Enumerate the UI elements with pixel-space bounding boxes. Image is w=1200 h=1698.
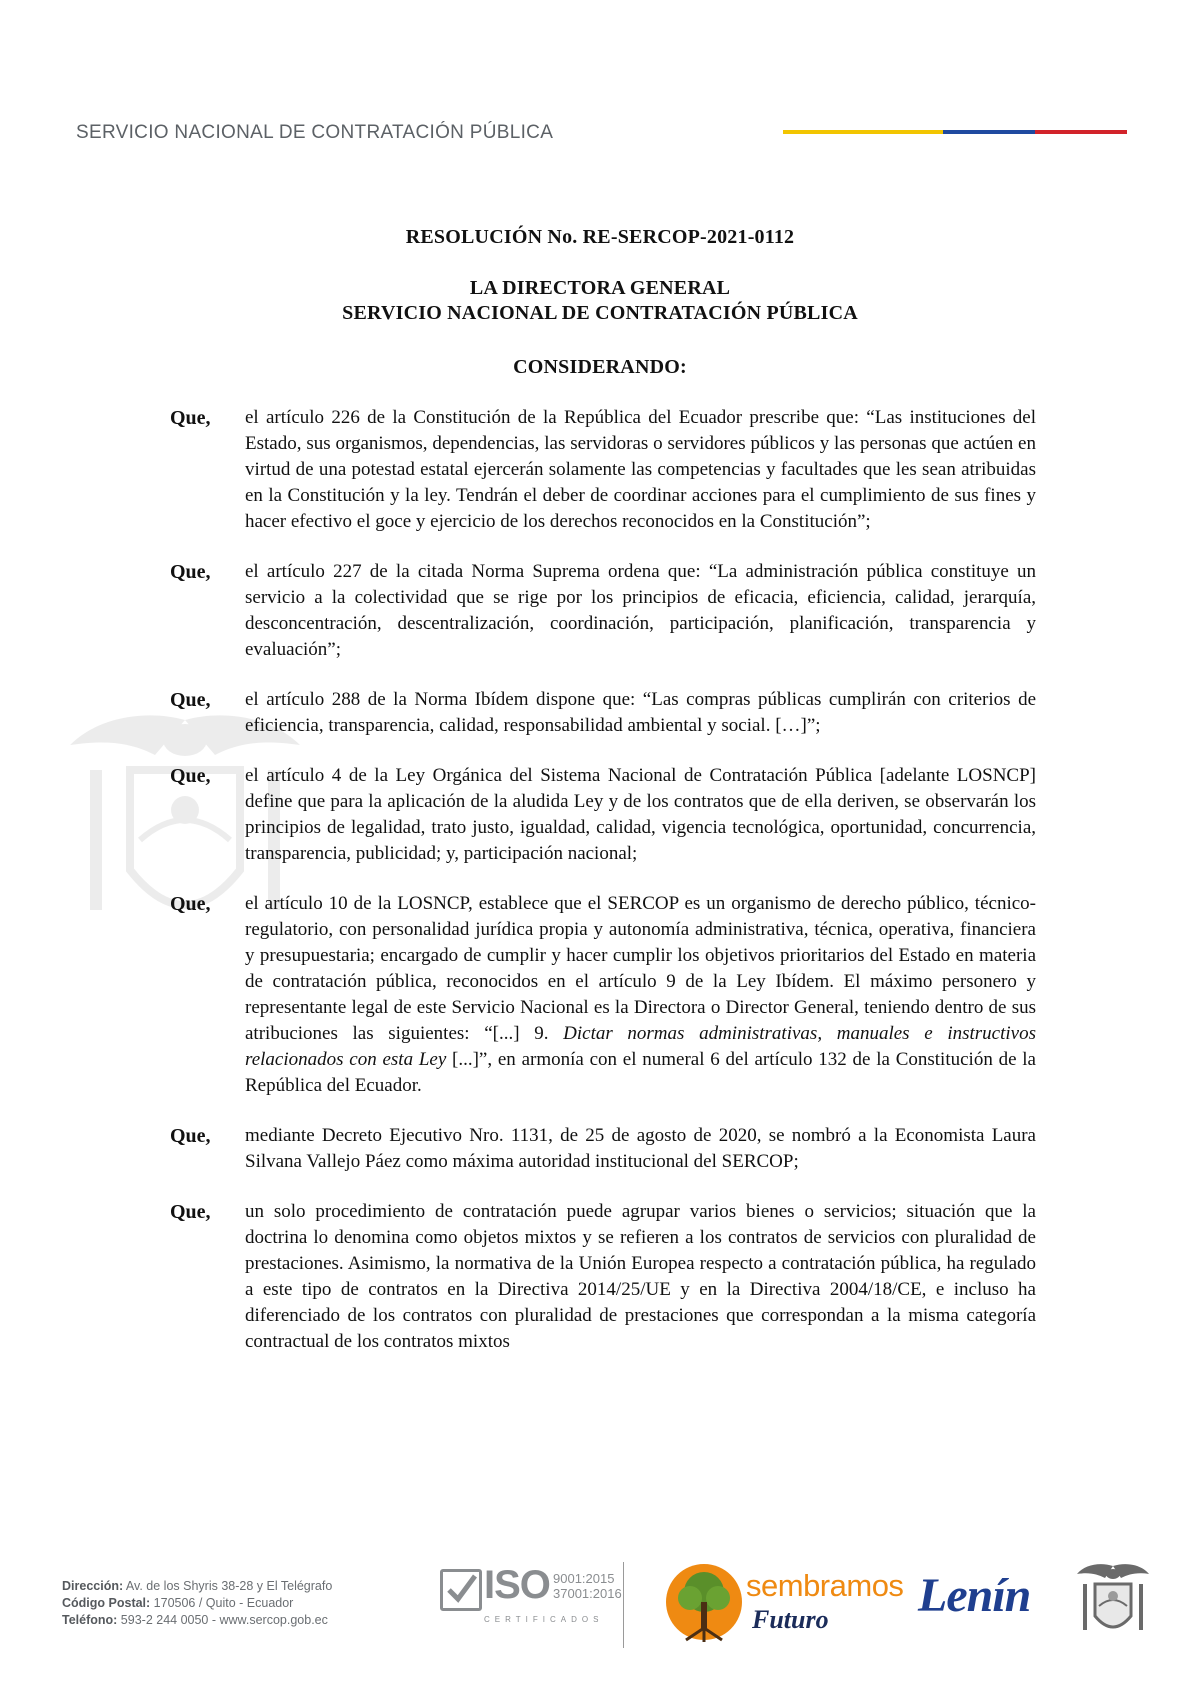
ecuador-coat-of-arms-icon (1075, 1560, 1151, 1642)
authority-title: LA DIRECTORA GENERAL (469, 277, 731, 299)
clause-text: el artículo 4 de la Ley Orgánica del Sistema Nacional de Contratación Pública [adelante LOSNCP] define que para la aplicación de la aludida Ley y de los contratos que de ella deriven, se observarán los principios de legalidad, trato justo, igualdad, calidad, vigencia tecnológica, oportunidad, concurrencia, transparencia, publicidad; y, participación nacional; (245, 765, 1036, 864)
clause-item (170, 1123, 1036, 1175)
clause-text-part: [...]”, en armonía con el numeral 6 del artículo 132 de la Constitución de la República del Ecuador. (245, 1049, 1036, 1096)
clause-item (170, 405, 1036, 535)
clause-text-part: el artículo 10 de la LOSNCP, establece que el SERCOP es un organismo de derecho público, técnico-regulatorio, con personalidad jurídica propia y autonomía administrativa, técnica, operativa, financiera y presupuestaria; encargado de cumplir y hacer cumplir los objetivos prioritarios del Estado en materia de contratación pública, reconocidos en el artículo 9 de la Ley Ibídem. El máximo personero y representante legal de este Servicio Nacional es la Directora o Director General, teniendo dentro de sus atribuciones las siguientes: “[...] 9. (245, 893, 1036, 1044)
clause-label: Que, (170, 1125, 211, 1147)
iso-standards (553, 1571, 633, 1601)
clause-text: el artículo 288 de la Norma Ibídem dispone que: “Las compras públicas cumplirán con criterios de eficiencia, transparencia, calidad, responsabilidad ambiental y social. […]”; (245, 689, 1036, 736)
flag-stripe-red (1035, 130, 1127, 134)
clause-text (245, 891, 1036, 1099)
iso-standard-2: 37001:2016 (553, 1586, 622, 1601)
futuro-logo-text: Futuro (752, 1605, 829, 1634)
clause-text: un solo procedimiento de contratación puede agrupar varios bienes o servicios; situación que la doctrina lo denomina como objetos mixtos y se refieren a los contratos de servicios con pluralidad de prestaciones. Asimismo, la normativa de la Unión Europea respecto a contratación pública, ha regulado a este tipo de contratos en la Directiva 2014/25/UE y en la Directiva 2004/18/CE, e incluso ha diferenciado de los contratos con pluralidad de prestaciones que correspondan a la misma categoría contractual de los contratos mixtos (245, 1201, 1036, 1352)
iso-certified-label: CERTIFICADOS (484, 1615, 604, 1624)
header-organization-name: SERVICIO NACIONAL DE CONTRATACIÓN PÚBLICA (76, 122, 554, 143)
address-value: Av. de los Shyris 38-28 y El Telégrafo (123, 1579, 333, 1593)
clause-item (170, 1199, 1036, 1355)
clause-item (170, 687, 1036, 739)
clause-text: el artículo 227 de la citada Norma Suprema ordena que: “La administración pública constituye un servicio a la colectividad que se rige por los principios de eficacia, eficiencia, calidad, jerarquía, desconcentración, descentralización, coordinación, participación, planificación, transparencia y evaluación”; (245, 561, 1036, 660)
clause-label: Que, (170, 689, 211, 711)
authority-institution: SERVICIO NACIONAL DE CONTRATACIÓN PÚBLICA (342, 302, 858, 324)
checkmark-icon (440, 1569, 482, 1611)
iso-standard-1: 9001:2015 (553, 1571, 615, 1586)
clause-text: mediante Decreto Ejecutivo Nro. 1131, de 25 de agosto de 2020, se nombró a la Economista Laura Silvana Vallejo Páez como máxima autoridad institucional del SERCOP; (245, 1125, 1036, 1172)
sembramos-logo-text: sembramos (746, 1568, 904, 1603)
flag-stripe-blue (943, 130, 1035, 134)
flag-stripe-yellow (783, 130, 943, 134)
clause-label: Que, (170, 561, 211, 583)
footer-address (62, 1578, 332, 1629)
lenin-signature-logo: Lenín (918, 1569, 1031, 1622)
clause-label: Que, (170, 765, 211, 787)
clause-item (170, 763, 1036, 867)
section-heading: CONSIDERANDO: (513, 356, 687, 378)
phone-value: 593-2 244 0050 - www.sercop.gob.ec (117, 1613, 328, 1627)
footer-divider (623, 1562, 624, 1648)
clause-item (170, 891, 1036, 1099)
resolution-number: RESOLUCIÓN No. RE-SERCOP-2021-0112 (405, 226, 795, 248)
postal-label: Código Postal: (62, 1596, 151, 1610)
tree-logo-icon (664, 1562, 744, 1646)
clause-label: Que, (170, 407, 211, 429)
phone-label: Teléfono: (62, 1613, 118, 1627)
address-label: Dirección: (62, 1579, 124, 1593)
clause-item (170, 559, 1036, 663)
clause-text: el artículo 226 de la Constitución de la República del Ecuador prescribe que: “Las instituciones del Estado, sus organismos, dependencias, las servidoras o servidores públicos y las personas que actúen en virtud de una potestad estatal ejercerán solamente las competencias y facultades que les sean atribuidas en la Constitución y la ley. Tendrán el deber de coordinar acciones para el cumplimiento de sus fines y hacer efectivo el goce y ejercicio de los derechos reconocidos en la Constitución”; (245, 407, 1036, 532)
clause-label: Que, (170, 1201, 211, 1223)
iso-text: ISO (484, 1563, 550, 1607)
considerando-clauses (170, 405, 1036, 1379)
clause-label: Que, (170, 893, 211, 915)
postal-value: 170506 / Quito - Ecuador (150, 1596, 294, 1610)
clause-text-italic: Dictar normas administrativas, manuales e instructivos relacionados con esta Ley (245, 1023, 1036, 1070)
